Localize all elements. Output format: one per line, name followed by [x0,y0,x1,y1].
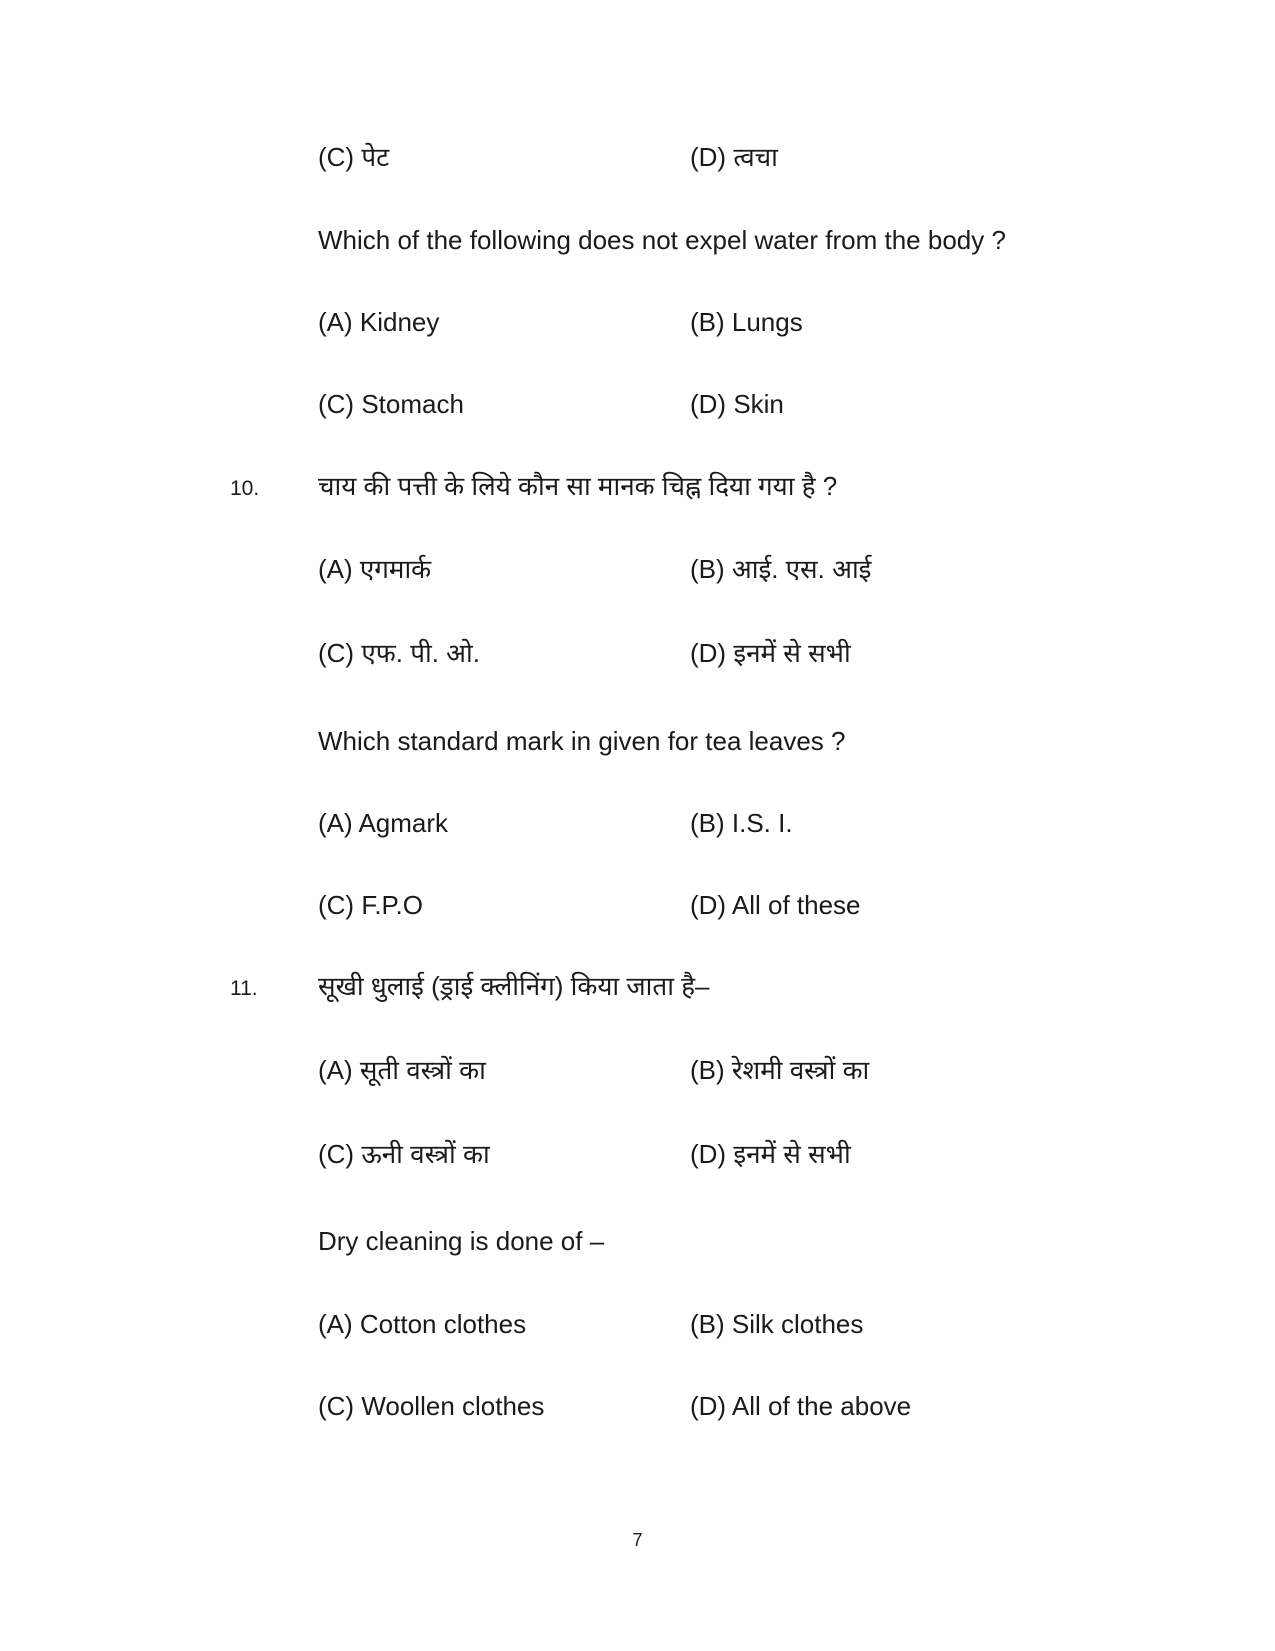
q10-english-option-b: (B) I.S. I. [690,808,793,838]
q9-hindi-option-c: (C) पेट [318,142,390,172]
page-number: 7 [632,1530,643,1550]
q10-hindi-option-a: (A) एगमार्क [318,554,432,584]
q9-english-option-a: (A) Kidney [318,307,440,337]
q11-english-option-c: (C) Woollen clothes [318,1391,545,1421]
q10-english-option-a: (A) Agmark [318,808,449,838]
q9-english-option-d: (D) Skin [690,389,784,419]
q10-number: 10. [230,477,260,500]
q10-english-question: Which standard mark in given for tea leaves ? [318,726,846,756]
q11-english-question: Dry cleaning is done of – [318,1226,605,1256]
q11-hindi-option-b: (B) रेशमी वस्त्रों का [690,1055,870,1085]
q9-english-option-c: (C) Stomach [318,389,464,419]
q11-hindi-option-a: (A) सूती वस्त्रों का [318,1055,486,1085]
q11-number: 11. [230,977,258,1000]
q10-english-option-d: (D) All of these [690,890,861,920]
q10-english-option-c: (C) F.P.O [318,890,423,920]
q10-hindi-option-c: (C) एफ. पी. ओ. [318,638,480,668]
q10-hindi-option-b: (B) आई. एस. आई [690,554,872,584]
q10-hindi-question: चाय की पत्ती के लिये कौन सा मानक चिह्न दिया गया है ? [318,471,838,501]
q10-hindi-option-d: (D) इनमें से सभी [690,638,851,668]
q9-english-question: Which of the following does not expel water from the body ? [318,225,1006,255]
q11-english-option-d: (D) All of the above [690,1391,912,1421]
q11-hindi-option-c: (C) ऊनी वस्त्रों का [318,1139,490,1169]
q11-english-option-a: (A) Cotton clothes [318,1309,527,1339]
q11-hindi-option-d: (D) इनमें से सभी [690,1139,851,1169]
q11-hindi-question: सूखी धुलाई (ड्राई क्लीनिंग) किया जाता है– [318,971,710,1001]
q9-hindi-option-d: (D) त्वचा [690,142,778,172]
q11-english-option-b: (B) Silk clothes [690,1309,864,1339]
q9-english-option-b: (B) Lungs [690,307,803,337]
